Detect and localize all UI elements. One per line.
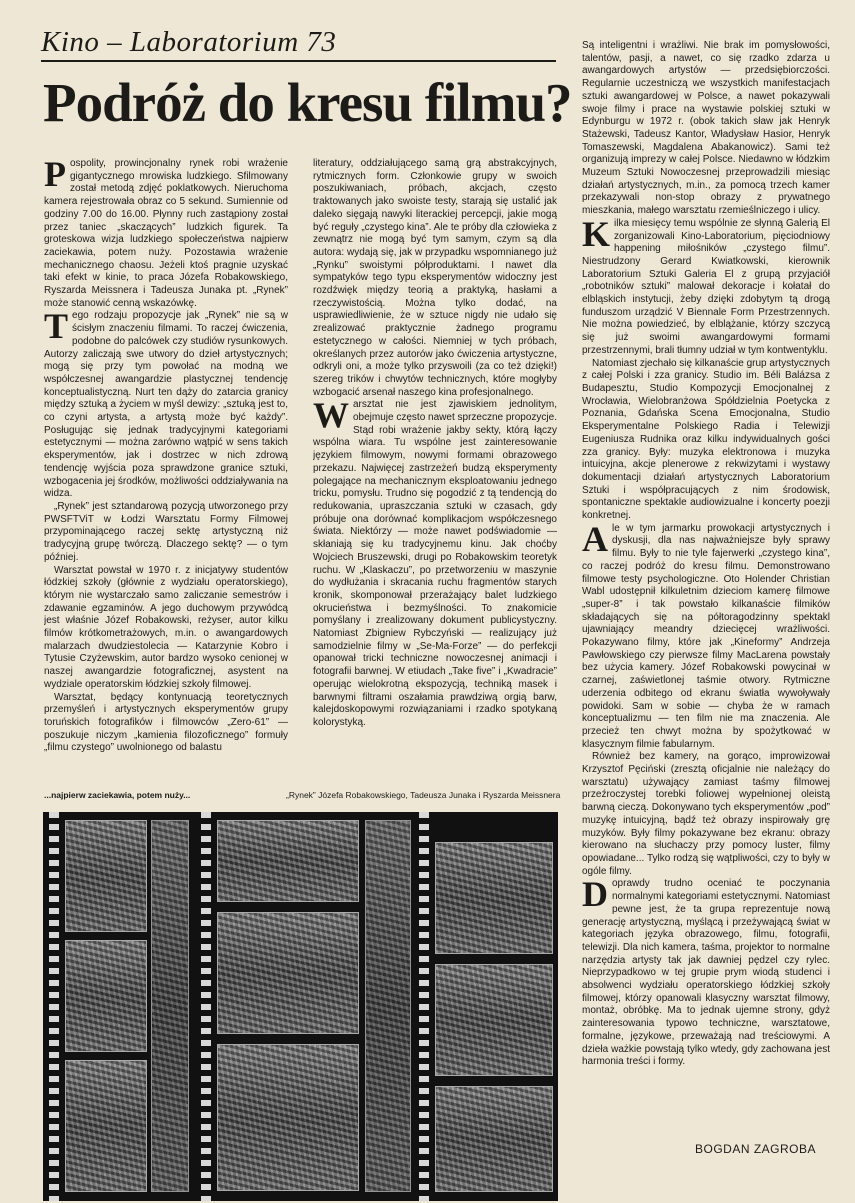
article-column-2 xyxy=(313,158,557,778)
film-perforations xyxy=(49,812,59,1201)
paragraph-text: Są inteligentni i wrażliwi. Nie brak im pomysłowości, talentów, pasji, a nawet, co się rzadko zdarza u awangardowych artystów — przedsiębiorczości. Regularnie uczestniczą we wszystkich manifestacjach sztuki awangardowej w Polsce, a nawet pokazywali swoje filmy i prace na wystawie polskiej sztuki w Edynburgu w 1972 r. (obok takich sław jak Henryk Stażewski, Tadeusz Kantor, Władysław Hasior, Henryk Tomaszewski, Magdalena Abakanowicz). Sami też organizują imprezy w całej Polsce. Niedawno w łódzkim Muzeum Sztuki Nowoczesnej przeprowadzili miesiąc działań artystycznych, m.in., za pomocą trzech kamer przekazywali non-stop obrazy z prywatnego mieszkania, małego warsztatu rzemieślniczego i ulicy. xyxy=(582,40,830,217)
drop-cap: P xyxy=(44,158,66,194)
drop-cap: K xyxy=(582,213,611,254)
article-paragraph xyxy=(313,395,557,729)
paragraph-text: Natomiast zjechało się kilkanaście grup artystycznych z całej Polski i zza granicy. Studio im. Béli Balázsa z Budapesztu, Studio Kompozycji Emocjonalnej z Wrocławia, Wielobranżowa Spółdzielnia Poetycka z Poznania, Gdańska Scena Emocjonalna, Studio Eksperymentalne Polskiego Radia i Telewizji Eugeniusza Rudnika oraz kilku indywidualnych gości zza granicy. Były: muzyka elektronowa i muzyka intuicyjna, akcje plenerowe z rekwizytami i wystawy dokumentacji działań artystycznych Laboratorium Sztuki i współpracujących z nim środowisk, spontaniczne spektakle audiowizualne i koncerty poezji konkretnej. xyxy=(582,357,830,522)
film-frame xyxy=(217,820,359,902)
film-frame xyxy=(435,964,553,1076)
article-paragraph xyxy=(44,306,288,501)
article-column-1 xyxy=(44,158,288,778)
film-strip-photo xyxy=(43,812,558,1201)
paragraph-text: Warsztat, będący kontynuacją teoretycznych przemyśleń i artystycznych eksperymentów grupy toruńskich fotografików i filmowców „Zero-61” — poszukuje niczym „kamienia filozoficznego” formuły „filmu czystego” uwolnionego od balastu xyxy=(44,691,288,754)
film-frame xyxy=(65,820,147,932)
paragraph-text: ilka miesięcy temu wspólnie ze słynną Galerią El zorganizowali Kino-Laboratorium, pięciodniowy happening miłośników „czystego filmu”. Niestrudzony Gerard Kwiatkowski, kierownik Laboratorium Sztuki Galeria El z grupą przyjaciół „robotników sztuki” malował dekoracje i kołatał do elbląskich instytucji, żeby dzięki zdobytym tą drogą funduszom urządzić V Biennale Form Przestrzennych. Nie można powiedzieć, by elblążanie, którzy szczycą się już swoimi awangardowymi formami przestrzennymi, brali tłumny udział w tym kontwentyklu. xyxy=(582,217,830,356)
paragraph-text: Również bez kamery, na gorąco, improwizował Krzysztof Pęciński (zresztą oficjalnie nie należący do warsztatu) używający zamiast taśmy filmowej przeźroczystej torebki foliowej wypełnionej oleistą barwną cieczą. Dokonywano tych eksperymentów „pod” muzykę intuicyjną, bądź też obrazy inspirowały grę muzyków. Były filmy pokazywane bez ekranu: obrazy kierowano na słuchaczy przy pomocy luster, filmy opowiadane... Tylko rodzą się wątpliwości, czy to były w ogóle filmy. xyxy=(582,751,830,877)
paragraph-text: literatury, oddziałującego samą grą abstrakcyjnych, rytmicznych form. Członkowie grupy w swoich poszukiwaniach, próbach, akcjach, często traktowanych jako swoiste testy, starają się ustalić jak daleko sięgają nawyki literackiej percepcji, jakie mogą być reguły „czystego kina”. Ale te próby dla człowieka z zewnątrz nie mogą być tym samym, czym są dla autora: wydają się, jak w przypadku wspomnianego już „Rynku” swoistymi półproduktami. I nawet dla sympatyków tego typu eksperymentów widoczny jest rozdźwięk między teorią a praktyką, hasłami a rzeczywistością. Można tylko dodać, na usprawiedliwienie, że w sztuce nigdy nie udało się zrealizować praktycznie żadnego programu estetycznego w całości. Niemniej w tych próbach, określanych przez autorów jako ćwiczenia artystyczne, odkryli oni, a może tylko przyswoili (za co też dzięki!) szereg trików i chwytów technicznych, które mogłyby wzbogacić arsenał naszego kina profesjonalnego. xyxy=(313,158,557,398)
drop-cap: T xyxy=(44,306,69,347)
drop-cap: D xyxy=(582,874,608,915)
paragraph-text: oprawdy trudno oceniać te poczynania normalnymi kategoriami estetycznymi. Natomiast pewne jest, że ta grupa reprezentuje nową generację artystyczną, myślącą i przeżywającą świat w kategoriach języka obrazowego, filmu, fotografii, telewizji. Dla nich kamera, taśma, projektor to normalne narzędzia artysty tak jak dawniej pędzel czy rylec. Nieprzypadkowo w tej grupie prym wiodą studenci i absolwenci wydziału operatorskiego łódzkiej szkoły filmowej, którzy opanowali klasyczny warsztat filmowy, montaż, obróbkę. Ma to jednak ujemne strony, gdyż zainteresowania typowo techniczne, warsztatowe, formalne, językowe, przeważają nad treściowymi. A dzieła ważkie powstają tylko wtedy, gdy zachowana jest harmonia treści i formy. xyxy=(582,878,830,1068)
photo-caption-left: ...najpierw zaciekawia, potem nuży... xyxy=(44,790,191,800)
film-frame xyxy=(151,820,189,1192)
article-paragraph xyxy=(44,501,288,565)
drop-cap: W xyxy=(313,395,349,436)
article-paragraph xyxy=(582,358,830,523)
article-column-3 xyxy=(582,40,830,1140)
article-paragraph xyxy=(44,692,288,756)
film-perforations xyxy=(201,812,211,1201)
film-frame xyxy=(65,940,147,1052)
film-frame xyxy=(217,1044,359,1191)
film-frame xyxy=(217,912,359,1034)
section-header xyxy=(41,20,556,62)
film-frame xyxy=(435,1086,553,1192)
paragraph-text: „Rynek” jest sztandarową pozycją utworzonego przy PWSFTViT w Łodzi Warsztatu Formy Filmowej przypominającego raczej sektę artystyczną niż tradycyjną grupę twórczą. Dlaczego sektę? — o tym później. xyxy=(44,500,288,563)
article-paragraph xyxy=(582,213,830,358)
article-paragraph xyxy=(582,874,830,1069)
film-perforations xyxy=(419,812,429,1201)
film-frame xyxy=(365,820,411,1192)
article-paragraph xyxy=(582,40,830,218)
photo-caption-right: „Rynek” Józefa Robakowskiego, Tadeusza Junaka i Ryszarda Meissnera xyxy=(286,790,561,800)
article-paragraph xyxy=(44,158,288,310)
article-paragraph xyxy=(44,565,288,692)
paragraph-text: le w tym jarmarku prowokacji artystycznych i dyskusji, dla nas najważniejsze były sprawy filmu. Były to nie tyle fajerwerki „czystego kina”, co raczej podróż do kresu filmu. Demonstrowano filmowe testy psychologiczne. Oto Holender Christian Wabl udostępnił kilkuletnim dzieciom kamerę filmowe „super-8” i tak powstało kilkanaście filmików składających się na półtoragodzinny spektakl ujawniający meandry dziecięcej wrażliwości. Pokazywano filmy, które jak „Kineformy” Andrzeja Pawłowskiego czy pierwsze filmy MacLarena powstały bez użycia kamery. Józef Robakowski powycinał w czarnej, zaświetlonej taśmie otwory. Rytmiczne uderzenia odbitego od ekranu światła wywoływały powidoki. Sam w sobie — chyba że w ramach konceptualizmu — ten film nie ma znaczenia. Ale przecież ten chwyt można by spożytkować w klasycznym filmie fabularnym. xyxy=(582,522,830,750)
paragraph-text: arsztat nie jest zjawiskiem jednolitym, obejmuje często nawet sprzeczne propozycje. Stąd robi wrażenie jakby sekty, którą łączy wspólna wiara. Tu wspólne jest zainteresowanie językiem filmowym, nowymi formami obrazowego przekazu. Najwięcej zastrzeżeń budzą eksperymenty polegające na mechanicznym eksploatowaniu jednego tricku, pomysłu. Trudno się pogodzić z tą tendencją do redukowania, upraszczania sztuki w czasach, gdy próbuje ona dorównać komplikacjom współczesnego świata. Niektórzy — może nawet podświadomie — skłaniają się ku tradycyjnemu kinu. Jak choćby Wojciech Bruszewski, drugi po Robakowskim teoretyk ruchu. W „Klaskaczu”, po przetworzeniu w maszynie do wydłużania i skracania ruchu fragmentów starych kronik, skomponował przerażający balet ludzkiego okrucieństwa i bezmyślności. To znakomicie pomyślany i zrealizowany dokument publicystyczny. Natomiast Zbigniew Rybczyński — realizujący już samodzielnie filmy w „Se-Ma-Forze” — do perfekcji opanował tricki techniczne nowoczesnej animacji i fotografii barwnej. W etiudach „Take five” i „Kwadracie” operując wielokrotną ekspozycją, techniką masek i barwnymi filtrami oszałamia prawdziwą orgią barw, kalejdoskopowymi rozwiązaniami i rzadko spotykaną kolorystyką. xyxy=(313,399,557,728)
headline: Podróż do kresu filmu? xyxy=(43,72,572,133)
article-paragraph xyxy=(582,751,830,878)
section-label: Kino – Laboratorium 73 xyxy=(41,26,337,58)
drop-cap: A xyxy=(582,518,608,559)
paragraph-text: Warsztat powstał w 1970 r. z inicjatywy studentów łódzkiej szkoły (głównie z wydziału operatorskiego), którym nie wystarczało samo zaliczanie semestrów i zdawanie egzaminów. A jego duchowym przywódcą jest właśnie Józef Robakowski, reżyser, autor kilku filmów krótkometrażowych, m.in. o awangardowych malarzach dwudziestolecia — Katarzynie Kobro i Tytusie Czyżewskim, autor bardzo wysoko cenionej w naszej awangardzie fotograficznej, asystent na wydziale operatorskim łódzkiej szkoły filmowej. xyxy=(44,564,288,690)
article-paragraph xyxy=(313,158,557,399)
article-paragraph xyxy=(582,518,830,752)
author-byline: BOGDAN ZAGROBA xyxy=(695,1142,817,1156)
film-frame xyxy=(435,842,553,954)
film-frame xyxy=(65,1060,147,1192)
paragraph-text: ego rodzaju propozycje jak „Rynek” nie są w ścisłym znaczeniu filmami. To raczej ćwiczenia, podobne do palcówek czy studiów rysunkowych. Autorzy zaliczają swe utwory do dzieł artystycznych; mogą się przy tym powołać na modną we współczesnej awangardzie plastycznej tendencję konceptualistyczną. Nurt ten dąży do zatarcia granicy między sztuką a życiem w myśl dewizy: „sztuką jest to, co czyni artysta, a artystą może być każdy”. Posługując się jednak tradycyjnymi kategoriami estetycznymi — można zarówno wątpić w sens takich eksperymentów, jak i dostrzec w nich zdrową tendencję wyjścia poza sprawdzone granice sztuki, wzbogacenia jej środków, możliwości oddziaływania na widza. xyxy=(44,310,288,500)
paragraph-text: ospolity, prowincjonalny rynek robi wrażenie gigantycznego mrowiska ludzkiego. Sfilmowany został metodą zdjęć poklatkowych. Nieruchoma kamera rejestrowała obraz co 5 sekund. Sumiennie od godziny 7.00 do 16.00. Płynny ruch zastąpiony został przez taniec „skaczących” ludzkich figurek. Ta groteskowa wizja ludzkiego społeczeństwa najpierw zaciekawia, potem nuży. Pozostawia wrażenie mechanicznego chaosu. Jeżeli ktoś pragnie uzyskać taki efekt w kinie, to praca Józefa Robakowskiego, Ryszarda Meissnera i Tadeusza Junaka pt. „Rynek” może stanowić cenną wskazówkę. xyxy=(44,158,288,309)
